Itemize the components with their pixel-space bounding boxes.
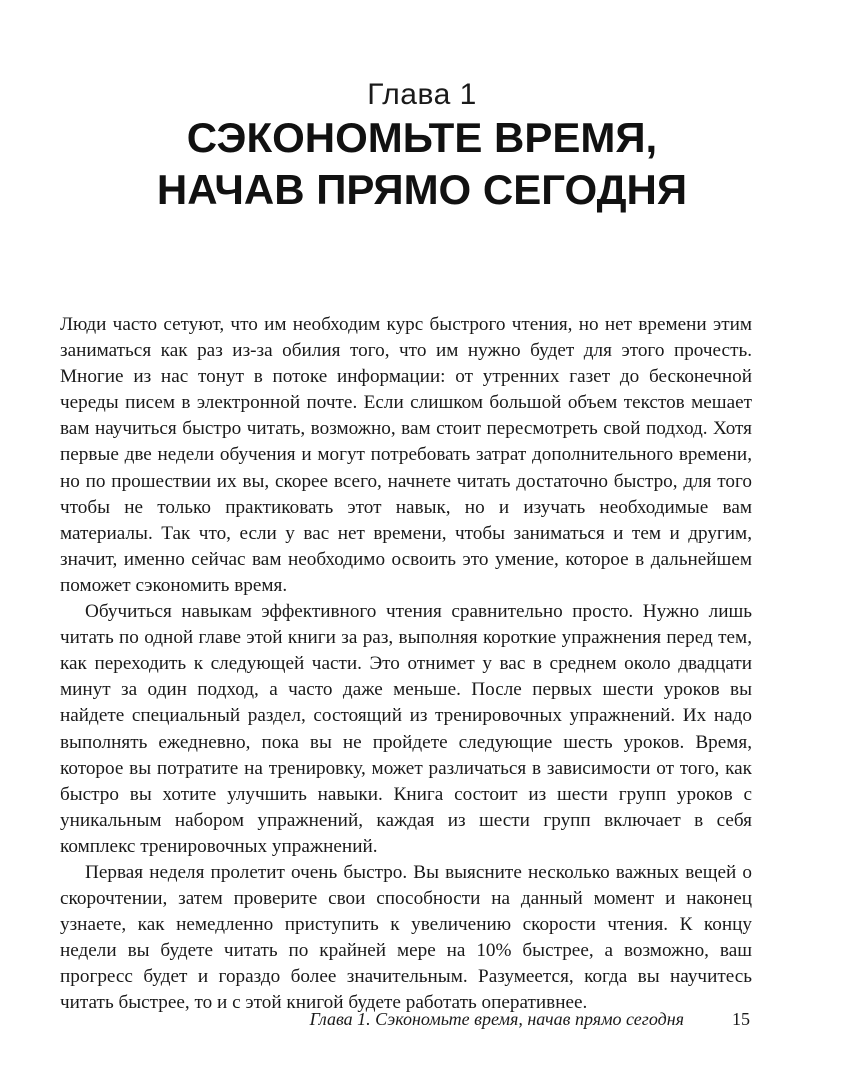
chapter-title-line-2: НАЧАВ ПРЯМО СЕГОДНЯ: [156, 166, 688, 213]
page-number: 15: [732, 1009, 750, 1029]
paragraph-2: Обучиться навыкам эффективного чтения сравнительно просто. Нужно лишь читать по одной главе этой книги за раз, выполняя короткие упражнения перед тем, как переходить к следующей части. Это отнимет у вас в среднем около двадцати минут за один подход, а часто даже меньше. После первых шести уроков вы найдете специальный раздел, состоящий из тренировочных упражнений. Их надо выполнять ежедневно, пока вы не пройдете следующие шесть уроков. Время, которое вы потратите на тренировку, может различаться в зависимости от того, как быстро вы хотите улучшить навыки. Книга состоит из шести групп уроков с уникальным набором упражнений, каждая из шести групп включает в себя комплекс тренировочных упражнений.: [60, 601, 752, 857]
body-text: [60, 312, 752, 1017]
chapter-label: Глава 1: [367, 78, 477, 111]
paragraph-1: Люди часто сетуют, что им необходим курс быстрого чтения, но нет времени этим заниматься как раз из-за обилия того, что им нужно будет для этого прочесть. Многие из нас тонут в потоке информации: от утренних газет до бесконечной череды писем в электронной почте. Если слишком большой объем текстов мешает вам научиться быстро читать, возможно, вам стоит пересмотреть свой подход. Хотя первые две недели обучения и могут потребовать затрат дополнительного времени, но по прошествии их вы, скорее всего, начнете читать достаточно быстро, для того чтобы не только практиковать этот навык, но и изучать необходимые вам материалы. Так что, если у вас нет времени, чтобы заниматься и тем и другим, значит, именно сейчас вам необходимо освоить это умение, которое в дальнейшем поможет сэкономить время.: [60, 314, 752, 596]
chapter-title: [0, 112, 844, 216]
running-title: Глава 1. Сэкономьте время, начав прямо сегодня: [309, 1009, 684, 1029]
paragraph-3: Первая неделя пролетит очень быстро. Вы выясните несколько важных вещей о скорочтении, затем проверите свои способности на данный момент и наконец узнаете, как немедленно приступить к увеличению скорости чтения. К концу недели вы будете читать по крайней мере на 10% быстрее, а возможно, ваш прогресс будет и гораздо более значительным. Разумеется, когда вы научитесь читать быстрее, то и с этой книгой будете работать оперативнее.: [60, 861, 752, 1014]
chapter-title-line-1: СЭКОНОМЬТЕ ВРЕМЯ,: [186, 114, 658, 161]
page-footer: [0, 1004, 844, 1034]
